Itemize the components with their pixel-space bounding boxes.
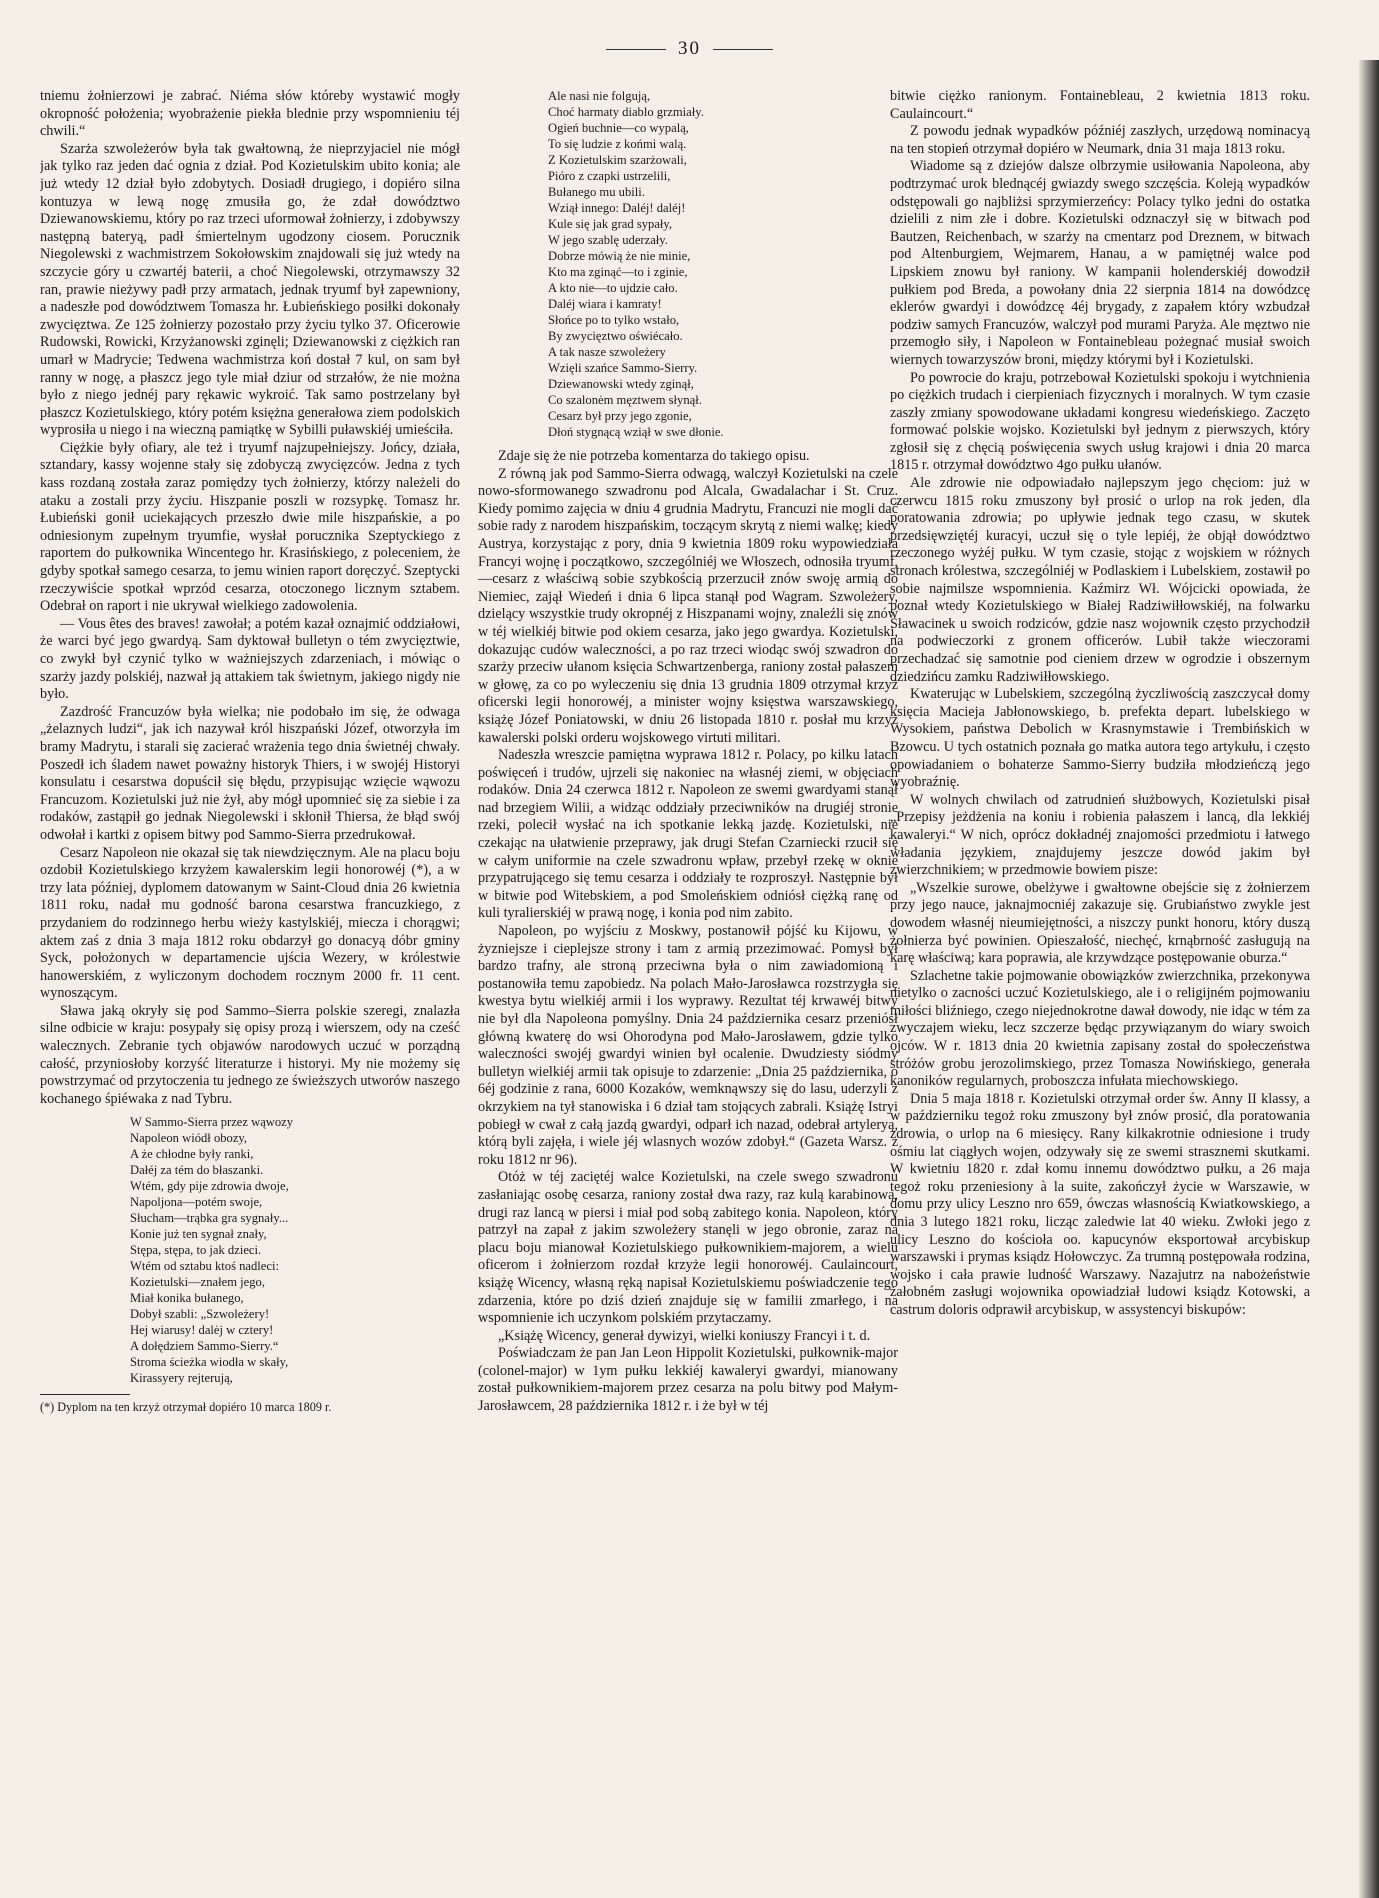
poem-continuation (548, 88, 898, 440)
paragraph: — Vous êtes des braves! zawołał; a potém kazał oznajmić oddziałowi, że warci być jego gwardyą. Sam dyktował bulletyn o tém zwycięztwie, co zwykł był czynić tylko w ważniejszych zdarzeniach, i mówiąc o szarży jazdy polskiéj, nazwał ją attakiem tak świetnym, jakiego nigdy nie było. (40, 615, 460, 703)
poem-line: Dobrze mówią że nie minie, (548, 249, 691, 263)
page-number: 30 (678, 38, 701, 59)
poem (130, 1114, 460, 1386)
paragraph: Nadeszła wreszcie pamiętna wyprawa 1812 r. Polacy, po kilku latach poświęceń i trudów, ujrzeli się nakoniec na własnéj ziemi, w objęciach rodaków. Dnia 24 czerwca 1812 r. Napoleon ze swemi gwardyami stanął nad brzegiem Wilii, a widząc oddziały przeciwników na drugiéj stronie rzeki, polecił wysłać na ich spotkanie lekką jazdę. Kozietulski, nie czekając na ułatwienie przeprawy, jak drugi Stefan Czarniecki rzucił się w całym uniformie na czele szwadronu wpław, przebył rzekę w oknie przypatrującego się temu cesarza i oddziały te rozproszył. Następnie był w bitwie pod Witebskiem, a pod Smoleńskiem odniósł ciężką ranę od kuli tyralierskiéj w prawą nogę, i konia pod nim zabito. (478, 747, 898, 922)
paragraph: W wolnych chwilach od zatrudnień służbowych, Kozietulski pisał „Przepisy jeżdżenia na koniu i robienia pałaszem i lancą, dla lekkiéj kawaleryi.“ W nich, oprócz dokładnéj znajomości przedmiotu i łatwego władania językiem, znajdujemy jeszcze dowód jakim był zwierzchnikiem; w przedmowie bowiem pisze: (890, 791, 1310, 879)
poem-line: Co szalonėm męztwem słynął. (548, 393, 702, 407)
column-2 (478, 88, 898, 1878)
poem-line: A kto nie—to ujdzie cało. (548, 281, 678, 295)
poem-line: Dziewanowski wtedy zginął, (548, 377, 694, 391)
column-1 (40, 88, 460, 1878)
paragraph: „Wszelkie surowe, obelżywe i gwałtowne obejście się z żołnierzem przy jego nauce, jaknajmocniéj zakazuje się. Grubiaństwo zwykle jest dowodem własnéj nieumiejętności, a niszczy punkt honoru, który duszą żołnierza być powinien. Opieszałość, niechęć, krnąbrność zasługują na karę właściwą; kara poprawia, ale krzywdzące postępowanie oburza.“ (890, 879, 1310, 967)
poem-line: Daléj wiara i kamraty! (548, 297, 662, 311)
poem-line: Ogień buchnie—co wypalą, (548, 121, 689, 135)
poem-line: Napoljona—potém swoje, (130, 1195, 263, 1210)
footnote: (*) Dyplom na ten krzyż otrzymał dopiéro 10 marca 1809 r. (40, 1400, 332, 1415)
poem-line: Ale nasi nie folgują, (548, 89, 651, 103)
poem-line: A tak nasze szwoleżery (548, 345, 666, 359)
poem-line: Choć harmaty diablo grzmiały. (548, 105, 704, 119)
poem-line: Słońce po to tylko wstało, (548, 313, 680, 327)
poem-line: By zwycięztwo oświécało. (548, 329, 683, 343)
poem-line: Cesarz był przy jego zgonie, (548, 409, 692, 423)
poem-line: A że chłodne były ranki, (130, 1147, 254, 1162)
poem-line: Konie już ten sygnał znały, (130, 1227, 267, 1242)
paragraph: bitwie ciężko ranionym. Fontainebleau, 2 kwietnia 1813 roku. Caulaincourt.“ (890, 88, 1310, 122)
poem-line: Wtém, gdy pije zdrowia dwoje, (130, 1179, 289, 1194)
paragraph: Ciężkie były ofiary, ale też i tryumf najzupełniejszy. Jońcy, działa, sztandary, kassy wojenne stały się zdobyczą zwycięzców. Jedna z tych kass rozdaną została zaraz pomiędzy tych żołnierzy, którzy należeli do ataku a zostali przy życiu. Hiszpanie poszli w rozsypkę. Tomasz hr. Łubieński gonił uciekających przeszło dwie mile hiszpańskie, a po odniesionym zupełnym tryumfie, wysłał porucznika Szeptyckiego z raportem do pułkownika Wincentego hr. Krasińskiego, z poleceniem, że gdyby spotkał samego cesarza, to jemu winien raport doręczyć. Szeptycki rzeczywiście spotkał wprzód cesarza, otoczonego licznym sztabem. Odebrał on raport i nie ukrywał wielkiego zadowolenia. (40, 439, 460, 615)
paragraph: „Książę Wicency, generał dywizyi, wielki koniuszy Francyi i t. d. (498, 1327, 871, 1344)
poem-line: Napoleon wiódł obozy, (130, 1131, 248, 1146)
column-3 (890, 88, 1310, 1878)
poem-line: Stępa, stępa, to jak dzieci. (130, 1243, 262, 1258)
paragraph: Otóż w téj zaciętéj walce Kozietulski, na czele swego szwadronu zasłaniając osobę cesarza, raniony został dwa razy, raz kulą karabinową, drugi raz lancą w piersi i miał pod sobą zabitego konia. Napoleon, który patrzył na zapał z jakim szwoleżery stanęli w jego obronie, zaraz na placu boju mianował Kozietulskiego pułkownikiem-majorem, a wielu oficerom i żołnierzom rozdał krzyże legii honorowéj. Caulaincourt, książę Wicency, własną ręką napisał Kozietulskiemu poświadczenie tego zdarzenia, które po dziś dzień znajduje się w familii zmarłego, i na wspomnienie ich uczynkom polskiém przytaczamy. (478, 1169, 898, 1327)
paragraph: tniemu żołnierzowi je zabrać. Niéma słów któreby wystawić mogły okropność położenia; wyobrażenie piekła blednie przy wspomnieniu téj chwili.“ (40, 88, 460, 140)
paragraph: Napoleon, po wyjściu z Moskwy, postanowił pójść ku Kijowu, w żyzniejsze i cieplejsze strony i tam z armią przezimować. Pomysł był bardzo trafny, ale stroną przeciwna była o nim zawiadomioną i postanowiła temu zapobiedz. Na polach Mało-Jarosławca rozstrzygła się kwestya bytu wielkiéj armii i los wyprawy. Rezultat téj krwawéj bitwy nie był dla Napoleona pomyślny. Dnia 24 października cesarz przeniósł główną kwaterę do wsi Ohorodyna pod Mało-Jarosławem, gdzie tylko waleczności swojéj gwardyi winien był ocalenie. Dwudziesty siódmy bulletyn wielkiéj armii tak opisuje to zdarzenie: „Dnia 25 października, o 6éj godzinie z rana, 6000 Kozaków, wemknąwszy się do lasu, uderzyli z okrzykiem na tył stanowiska i 6 dział tam stojących zabrali. Książę Istryi pobiegł w cwał z całą jazdą gwardyi, odparł ich nazad, odebrał artyleryą, którą byli zajęła, i wiele jéj wlasnych wozów zdobył.“ (Gazeta Warsz. z roku 1812 nr 96). (478, 923, 898, 1168)
poem-line: Dałéj za tém do błaszanki. (130, 1163, 264, 1178)
poem-line: Kirassyery rejterują, (130, 1371, 233, 1386)
poem-line: Hej wiarusy! dalėj w cztery! (130, 1323, 274, 1338)
poem-line: Wtém od sztabu ktoś nadleci: (130, 1259, 279, 1274)
poem-line: Słucham—trąbka gra sygnały... (130, 1211, 289, 1226)
poem-line: A dołędziem Sammo-Sierry.“ (130, 1339, 279, 1354)
paragraph: Ale zdrowie nie odpowiadało najlepszym jego chęciom: już w czerwcu 1815 roku zmuszony był prosić o urlop na rok jeden, dla poratowania zdrowia; po upływie jednak tego czasu, w skutek przedsięwziętéj kuracyi, uczuł się o tyle lepiéj, że objął dowództwo rzeczonego wyżéj pułku. W tym czasie, stojąc z wojskiem w różnych stronach królestwa, szczególniéj w Podlaskiem i Lubelskiem, zostawił po sobie najmilsze wspomnienia. Kaźmirz Wł. Wójcicki opowiada, że poznał wtedy Kozietulskiego w Białej Radziwiłłowskiéj, na folwarku Sławacinek u swoich rodziców, gdzie nasz wojownik często przychodził na podwieczorki z gronem officerów. Lubił także wieczorami przechadzać się samotnie pod cieniem drzew w ogrodzie i obszernym dziedzińcu zamku Radziwiłłowskiego. (890, 475, 1310, 685)
poem-line: Z Kozietulskim szarżowali, (548, 153, 687, 167)
paragraph: Poświadczam że pan Jan Leon Hippolit Kozietulski, pułkownik-major (colonel-major) w 1ym pułku lekkiéj kawaleryi gwardyi, mianowany został pułkownikiem-majorem przez cesarza na polu bitwy pod Małym-Jarosławcem, 28 października 1812 r. i że był w téj (478, 1345, 898, 1415)
paragraph: Dnia 5 maja 1818 r. Kozietulski otrzymał order św. Anny II klassy, a w październiku tegoż roku zmuszony był znów prosić, dla poratowania zdrowia, o urlop na 6 miesięcy. Rany kilkakrotnie odniesione i trudy ośmiu lat ciągłych wojen, odzywały się ze swemi strasznemi skutkami. W kwietniu 1820 r. zdał komu innemu dowództwo pułku, a 26 maja tegoż roku przeniesiony à la suite, zakończył życie w Warszawie, w domu przy ulicy Leszno nro 659, ówczas własnością Kwiatkowskiego, a dnia 3 lutego 1821 roku, licząc zaledwie lat 40 wieku. Zwłoki jego z ulicy Leszno do kościoła oo. kapucynów eksportował arcybiskup warszawski i prymas ksiądz Hołowczyc. Za trumną postępowała rodzina, wojsko i cała prawie ludność Warszawy. Nazajutrz na nabożeństwie żałobném zasługi wojownika opowiadział ludowi ksiądz Kotowski, a castrum doloris odprawił arcybiskup, w assystencyi biskupów: (890, 1090, 1310, 1318)
poem-line: Kto ma zginąć—to i zginie, (548, 265, 688, 279)
poem-line: W Sammo-Sierra przez wąwozy (130, 1115, 294, 1130)
poem-line: Wziął innego: Daléj! daléj! (548, 201, 686, 215)
paragraph: Wiadome są z dziejów dalsze olbrzymie usiłowania Napoleona, aby podtrzymać urok blednącéj gwiazdy swego szczęścia. Koleją wypadków odstępowali go najbliżsi sprzymierzeńcy: Polacy tylko jedni do ostatka dzielili z nim złe i dobre. Kozietulski odznaczył się w bitwach pod Bautzen, Reichenbach, w szarży na cmentarz pod Dreznem, w bitwach pod Altenburgiem, Wejmarem, Hanau, a w pamiętnéj walce pod Lipskiem znowu był raniony. W kampanii holenderskiéj dowodził pułkiem pod Breda, a powołany dnia 22 sierpnia 1814 na dowódzcę eklerów gwardyi i dowódzcę 4éj brygady, z zapałem który wzbudzał podziw samych Francuzów, walczył pod murami Paryża. Ale męztwo nie przemogło siły, i Napoleon w Fontainebleau pożegnać musiał swoich wiernych towarzyszów broni, między którymi był i Kozietulski. (890, 158, 1310, 368)
poem-line: Kozietulski—znałem jego, (130, 1275, 265, 1290)
paragraph: Sława jaką okryły się pod Sammo–Sierra polskie szeregi, znalazła silne odbicie w kraju: posypały się opisy prozą i wierszem, ody na cześć walecznych. Zebranie tych objawów narodowych uczuć w porządną całość, przyniosłoby korzyść literaturze i historyi. My nie możemy się powstrzymać od przytoczenia tu jednego ze świeższych utworów naszego kochanego śpiéwaka z nad Tybru. (40, 1002, 460, 1107)
paragraph: Z powodu jednak wypadków późniéj zaszłych, urzędową nominacyą na ten stopień otrzymał dopiéro w Neumark, dnia 31 maja 1813 roku. (890, 123, 1310, 157)
paragraph: Szarża szwoleżerów była tak gwałtowną, że nieprzyjaciel nie mógł jak tylko raz jeden dać ognia z dział. Pod Kozietulskim ubito konia; ale już wtedy 12 dział było zdobytych. Dosiadł drugiego, i dopiéro silna kontuzya w lewą nogę zmusiła go, że zdał dowództwo Dziewanowskiemu, który po raz trzeci uformował żołnierzy, i zdobywszy następną bateryą, padł śmiertelnym ugodzony ciosem. Porucznik Niegolewski z wachmistrzem Sokołowskim znajdowali się już wtedy na szczycie góry u czwartéj baterii, a choć Niegolewski, otrzymawszy 32 ran, prawie nieżywy padł przy armatach, jednak tryumf był zapewniony, a nadeszłe pod dowództwem Tomasza hr. Łubieńskiego posiłki dokonały zwycięztwa. Ze 125 żołnierzy pozostało przy życiu tylko 37. Oficerowie Rudowski, Rowicki, Krzyżanowski zginęli; Dziewanowski z ciężkich ran umarł w Madrycie; Tedwena wachmistrza koń dostał 7 kul, on sam był ranny w nogę, a płaszcz jego tyle miał dziur od strzałów, że nie można było z niego jednéj pary rękawic wykroić. Tak samo postrzelany był płaszcz Kozietulskiego, który potém księżna generałowa ziem podolskich wyprosiła u niego i na wieczną pamiątkę w Sybilli puławskiéj umieściła. (40, 140, 460, 439)
poem-line: Stroma ścieżka wiodła w skały, (130, 1355, 289, 1370)
poem-line: Pióro z czapki ustrzelili, (548, 169, 671, 183)
poem-line: Dłoń stygnącą wziął w swe dłonie. (548, 425, 724, 439)
footnote-rule (40, 1394, 130, 1395)
page-header (0, 38, 1379, 60)
poem-line: Miał konika bułanego, (130, 1291, 244, 1306)
paragraph: Kwaterując w Lubelskiem, szczególną życzliwością zaszczycał domy księcia Macieja Jabłonowskiego, b. prefekta depart. lubelskiego w Wysokiem, państwa Debolich w Krasnymstawie i Trembińskich w Bzowcu. U tych ostatnich poznała go matka autora tego artykułu, i często opowiadaniem o bohaterze Sammo-Sierry budziła młodzieńczą jego wyobraźnię. (890, 686, 1310, 791)
poem-line: Wzięli szańce Sammo-Sierry. (548, 361, 698, 375)
poem-line: Dobył szabli: „Szwoleżery! (130, 1307, 270, 1322)
poem-line: W jego szablę uderzały. (548, 233, 668, 247)
paragraph: Z równą jak pod Sammo-Sierra odwagą, walczył Kozietulski na czele nowo-sformowanego szwadronu pod Alcala, Gwadalachar i St. Cruz. Kiedy pomimo zajęcia w dniu 4 grudnia Madrytu, Francuzi nie mogli dać sobie rady z narodem hiszpańskim, toczącym skrytą z niemi walkę; kiedy Austrya, korzystając z pory, dnia 9 kwietnia 1809 roku wypowiedziała Francyi wojnę i początkowo, szczególniéj we Włoszech, odnosiła tryumf,—cesarz z właściwą sobie szybkością przerzucił znów swoję armią do Niemiec, zajął Wiedeń i dnia 6 lipca stanął pod Wagram. Szwoleżery, dzielący wszystkie trudy okropnéj z Hiszpanami wojny, znaleźli się znów w téj wielkiéj bitwie pod okiem cesarza, jako jego gwardya. Kozietulski, dokazując cudów waleczności, a po raz trzeci wiodąc swój szwadron do szarży przeciw ułanom księcia Schwartzenberga, raniony został pałaszem w głowę, za co po wyleczeniu się dnia 13 grudnia 1809 otrzymał krzyż oficerski legii honorowéj, a minister wojny księstwa warszawskiego, książę Józef Poniatowski, w dniu 26 listopada 1810 r. posłał mu krzyż kawalerski polski orderu wojskowego virtuti militari. (478, 465, 898, 746)
paragraph: Po powrocie do kraju, potrzebował Kozietulski spokoju i wytchnienia po ciężkich trudach i cierpieniach fizycznych i moralnych. W tym czasie zaszły zmiany spowodowane układami kongresu wiedeńskiego. Zaczęto formować polskie wojsko. Kozietulski był jednym z pierwszych, który zgłosił się z chęcią poświęcenia swych usług krajowi i dnia 20 marca 1815 r. otrzymał dowództwo 4go pułku ułanów. (890, 369, 1310, 474)
poem-line: Bułanego mu ubili. (548, 185, 645, 199)
poem-line: To się ludzie z końmi walą. (548, 137, 687, 151)
poem-line: Kule się jak grad sypały, (548, 217, 673, 231)
header-rule-right (713, 49, 773, 50)
paragraph: Zazdrość Francuzów była wielka; nie podobało im się, że odwaga „żelaznych ludzi“, jak ich nazywał król hiszpański Józef, otworzyła im bramy Madrytu, i starali się zacierać wrażenia tego dnia świetnéj chwały. Poszedł ich śladem nawet poważny historyk Thiers, i w swojéj Historyi konsulatu i cesarstwa dopuścił się błędu, przypisując wzięcie wąwozu Francuzom. Kozietulski już nie żył, aby mógł upomnieć się za siebie i za rodaków, zastąpił go jednak Niegolewski i skłonił Thiersa, że błąd swój odwołał i kartki z opisem bitwy pod Sammo-Sierra przedrukował. (40, 703, 460, 843)
paragraph: Cesarz Napoleon nie okazał się tak niewdzięcznym. Ale na placu boju ozdobił Kozietulskiego krzyżem kawalerskim legii honorowéj (*), a w trzy lata później, dyplomem datowanym w Saint-Cloud dnia 26 kwietnia 1811 roku, nadał mu godność barona cesarstwa francuzkiego, z przydaniem do rodzinnego herbu wieży kastylskiéj, miecza i chorągwi; aktem zaś z dnia 3 maja 1812 roku obdarzył go donacyą dóbr gminy Syck, położonych w departamencie ujścia Wezery, w królestwie hanowerskiém, z wyliczonym dochodem rocznym 2000 fr. 11 cent. wynoszącym. (40, 844, 460, 1002)
header-rule-left (606, 49, 666, 50)
page-edge-shadow (1359, 60, 1379, 1898)
paragraph: Zdaje się że nie potrzeba komentarza do takiego opisu. (498, 448, 810, 464)
paragraph: Szlachetne takie pojmowanie obowiązków zwierzchnika, przekonywa nietylko o zacności uczuć Kozietulskiego, ale i o religijném pojmowaniu miłości bliźniego, czego niejednokrotne dawał dowody, nie idąc w tém za zwyczajem wieku, lecz szczerze będąc przywiązanym do wiary swoich ojców. W r. 1813 dnia 20 kwietnia zapisany został do społeczeństwa stróżów grobu jerozolimskiego, przez Tomasza Nowińskiego, generała kanoników regularnych, proboszcza infułata miechowskiego. (890, 967, 1310, 1090)
